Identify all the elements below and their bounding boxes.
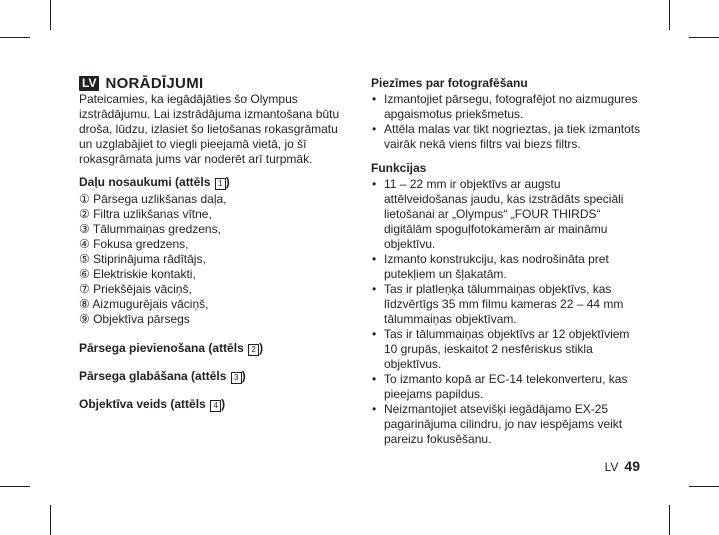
list-item: • Tas ir tālummaiņas objektīvs ar 12 objektīviem 10 grupās, ieskaitot 2 nesfēriskus stikla objektīvus. <box>372 327 630 371</box>
crop-mark-bottom-left <box>0 486 30 487</box>
lens-type-heading: Objektīva veids (attēls 4 ) <box>79 397 226 411</box>
hood-store-heading: Pārsega glabāšana (attēls 3 ) <box>79 369 246 383</box>
crop-mark-bottom-right <box>669 505 670 535</box>
crop-mark-bottom-right <box>689 486 719 487</box>
list-item: ⑤ Stiprinājuma rādītājs, <box>79 252 206 266</box>
list-item: ① Pārsega uzlikšanas daļa, <box>79 192 227 206</box>
list-item: • Neizmantojiet atsevišķi iegādājamo EX-25 pagarinājuma cilindru, jo nav iespējams veikt pareizu fokusēšanu. <box>372 402 623 446</box>
page-footer <box>605 458 640 475</box>
page-title: NORĀDĪJUMI <box>105 75 204 92</box>
crop-mark-bottom-left <box>50 505 51 535</box>
list-item: ④ Fokusa gredzens, <box>79 237 189 251</box>
list-item: ⑥ Elektriskie kontakti, <box>79 267 196 281</box>
page-number: 49 <box>624 458 640 474</box>
photo-notes-heading: Piezīmes par fotografēšanu <box>371 76 528 90</box>
parts-list <box>79 192 344 327</box>
title-row <box>79 76 344 91</box>
crop-mark-top-left <box>50 0 51 30</box>
left-column <box>79 76 344 412</box>
functions-heading: Funkcijas <box>371 161 427 175</box>
figure-1-ref: 1 <box>215 178 226 190</box>
list-item: ⑧ Aizmugurējais vāciņš, <box>79 297 209 311</box>
list-item: ② Filtra uzlikšanas vītne, <box>79 207 212 221</box>
list-item: ⑦ Priekšējais vāciņš, <box>79 282 192 296</box>
functions-list <box>371 177 646 447</box>
list-item: • Izmantojiet pārsegu, fotografējot no aizmugures apgaismotus priekšmetus. <box>372 92 638 121</box>
crop-mark-top-right <box>689 37 719 38</box>
list-item: • Attēla malas var tikt nogrieztas, ja tiek izmantots vairāk nekā viens filtrs vai biezs filtrs. <box>372 122 641 151</box>
list-item: • Izmanto konstrukciju, kas nodrošināta pret putekļiem un šļakatām. <box>372 252 609 281</box>
crop-mark-top-left <box>0 37 30 38</box>
list-item: • 11 – 22 mm ir objektīvs ar augstu attēlveidošanas jaudu, kas izstrādāts speciāli lietošanai ar „Olympus“ „FOUR THIRDS“ digitālām spoguļfotokamerām ar maināmu objektīvu. <box>372 177 624 251</box>
figure-3-ref: 3 <box>231 372 242 384</box>
list-item: • To izmanto kopā ar EC-14 telekonverteru, kas pieejams papildus. <box>372 372 628 401</box>
hood-attach-heading: Pārsega pievienošana (attēls 2 ) <box>79 341 264 355</box>
photo-notes-list <box>371 92 646 152</box>
list-item: ③ Tālummaiņas gredzens, <box>79 222 221 236</box>
parts-heading: Daļu nosaukumi (attēls 1 ) <box>79 175 230 189</box>
footer-language: LV <box>604 460 619 474</box>
list-item: • Tas ir platleņķa tālummaiņas objektīvs, kas līdzvērtīgs 35 mm filmu kameras 22 – 44 mm tālummaiņas objektīvam. <box>372 282 624 326</box>
crop-mark-top-right <box>669 0 670 30</box>
right-column <box>371 76 646 456</box>
intro-paragraph: Pateicamies, ka iegādājāties šo Olympus izstrādājumu. Lai izstrādājuma izmantošana būtu droša, lūdzu, izlasiet šo lietošanas rokasgrāmatu un uzglabājiet to viegli pieejamā vietā, jo šī rokasgrāmata jums var noderēt arī turpmāk. <box>79 92 340 166</box>
language-badge: LV <box>79 76 99 91</box>
list-item: ⑨ Objektīva pārsegs <box>79 312 190 326</box>
figure-4-ref: 4 <box>210 400 221 412</box>
figure-2-ref: 2 <box>248 344 259 356</box>
